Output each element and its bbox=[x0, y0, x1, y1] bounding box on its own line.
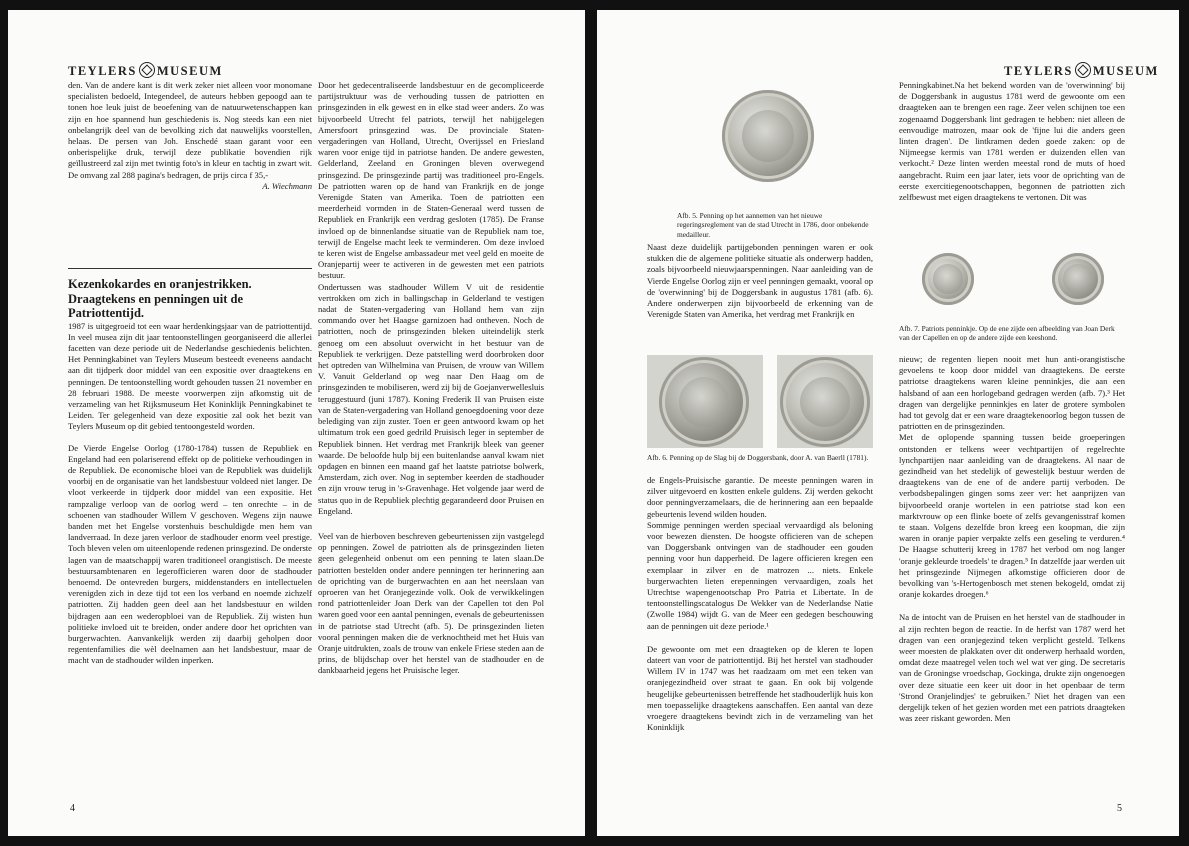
medal-doggersbank-back-photo bbox=[777, 355, 873, 448]
masthead-right bbox=[1004, 62, 1159, 79]
page-number-left: 4 bbox=[70, 803, 75, 814]
medal-utrecht-image bbox=[722, 90, 814, 182]
medal-keeshond-image bbox=[1052, 253, 1104, 305]
review-paragraph: den. Van de andere kant is dit werk zeker niet alleen voor monomane specialisten bedoeld, Integendeel, de auteurs hebben gepoogd aan te tonen hoe leuk juist de beoefening van de natuurwetenschappen kan zijn en hoe spannend hun geschiedenis is. Nog steeds kan een niet onbelangrijk deel van de bevolking zich dat nauwelijks voorstellen, helaas. De persen van Joh. Enschedé staan garant voor een onberispelijke druk, terwijl deze publikatie bovendien rijk geïllustreerd zal zijn met twintig foto's in kleur en tachtig in zwart wit. De omvang zal 288 pagina's bedragen, de prijs circa f 35,- bbox=[68, 80, 312, 180]
medal-doggersbank-front-photo bbox=[647, 355, 763, 448]
page-number-right: 5 bbox=[1117, 803, 1122, 814]
teylers-logo-icon bbox=[139, 62, 155, 78]
article-paragraph: Ondertussen was stadhouder Willem V uit de residentie vertrokken om zich in ballingschap in Gelderland te vestigen nadat de Staten-vergadering van Holland hem van zijn commando over het Haagse garnizoen had ontheven. Noch de patriotten, noch de prinsgezinden bleken uiteindelijk sterk genoeg om een absoluut overwicht in het bestuur van de Republiek te verkrijgen. Deze patstelling werd doorbroken door het optreden van Wilhelmina van Pruisen, de vrouw van Willem V. Vanuit Gelderland op weg naar Den Haag om de prinsgezinden te mobiliseren, werd zij bij de Goejanverwellesluis teruggestuurd (juni 1787). Koning Frederik II van Pruisen eiste van de Staten-vergadering van Holland genoegdoening voor deze belediging van zijn zuster. Toen er geen antwoord kwam op het ultimatum trok een goed gedrild Pruisisch leger in september de Republiek binnen. Het verdrag met Frankrijk bleek van geener waarde. De beloofde hulp bij een buitenlandse aanval kwam niet opdagen en binnen een maand gaf het laatste patriotse bolwerk, Amsterdam, zich over. Nog in september keerden de stadhouder en zijn vrouw terug in 's-Gravenhage. Het volgende jaar werd de status quo in de Republiek plechtig gegarandeerd door Pruisen en Engeland. bbox=[318, 281, 544, 516]
left-page bbox=[8, 10, 585, 836]
masthead-left-word1: TEYLERS bbox=[68, 64, 137, 78]
right-col1-b bbox=[647, 475, 873, 733]
article-paragraph: de Engels-Pruisische garantie. De meeste penningen waren in zilver uitgevoerd en kostten enkele guldens. Zij werden gekocht door penningverzamelaars, die de herinnering aan een bepaalde gebeurtenis levend wilden houden. bbox=[647, 475, 873, 519]
right-col1-a bbox=[647, 242, 873, 320]
medal-capellen-image bbox=[922, 253, 974, 305]
teylers-logo-icon bbox=[1075, 62, 1091, 78]
article-paragraph: 1987 is uitgegroeid tot een waar herdenkingsjaar van de patriottentijd. In veel musea zijn dit jaar tentoonstellingen georganiseerd die allerlei facetten van deze periode uit de Nederlandse geschiedenis belichten. Het Penningkabinet van Teylers Museum besteedt eveneens aandacht aan dit tijdperk door middel van een expositie over draagtekens en penningen. De tentoonstelling wordt gehouden tussen 21 november en 28 februari 1988. De meeste voorwerpen zijn afkomstig uit de verzameling van het Rijksmuseum Het Koninklijk Penningkabinet te Leiden. Ter gelegenheid van deze expositie zal ook het bezit van Teylers Museum op dit gebied tentoongesteld worden. bbox=[68, 320, 312, 432]
masthead-left-word2: MUSEUM bbox=[156, 64, 223, 78]
medal-back-image bbox=[780, 357, 870, 447]
left-col1-body bbox=[68, 277, 312, 667]
masthead-right-word2: MUSEUM bbox=[1092, 64, 1159, 78]
right-page bbox=[597, 10, 1179, 836]
article-paragraph: De gewoonte om met een draagteken op de kleren te lopen dateert van voor de patriottentijd. Bij het herstel van stadhouder Willem IV in 1747 was het raadzaam om met een teken van oranjegezindheid over straat te gaan. En ook bij volgende heugelijke gebeurtenissen betreffende het stadhouderlijk huis kon men toepasselijke draagtekens aanschaffen. Een aantal van deze vroegere draagtekens bevindt zich in de verzameling van het Koninklijk bbox=[647, 643, 873, 733]
article-paragraph: Sommige penningen werden speciaal vervaardigd als beloning voor bewezen diensten. De hoogste officieren van de schepen van Doggersbank ontvingen van de stadhouder een gouden penning voor hun dapperheid. De lagere officieren kregen een exemplaar in zilver en de matrozen ... niets. Enkele burgerwachten lieten erepenningen vervaardigen, zoals het Utrechtse wapengenootschap Pro Patria et Libertate. In de tentoonstellingscatalogus De Wekker van de Nederlandse Natie (Zwolle 1984) wijdt G. van de Meer een gedegen beschouwing aan de penningen uit deze periode.¹ bbox=[647, 519, 873, 631]
left-col2 bbox=[318, 80, 544, 677]
review-signature: A. Wiechmann bbox=[262, 180, 312, 191]
figure-5-caption: Afb. 5. Penning op het aannemen van het nieuwe regeringsreglement van de stad Utrecht in 1786, door onbekende medailleur. bbox=[677, 211, 869, 239]
article-paragraph: De Vierde Engelse Oorlog (1780-1784) tussen de Republiek en Engeland had een polariserend effekt op de politieke verhoudingen in de Republiek. De economische bloei van de Republiek was duidelijk voorbij en de organisatie van het landsbestuur voldeed niet langer. De vloot verkeerde in tijdperk door middel van een expositie. Het rampzalige verloop van de oorlog werd – ten onrechte – in de schoenen van stadhouder Willem V geschoven. Wegens zijn nauwe banden met het Engelse vorstenhuis beschuldigde men hem van landverraad. In deze jaren verloor de stadhouder enorm veel prestige. Toch bleven velen om uiteenlopende redenen prinsgezind. De onderste lagen van de maatschappij waren traditioneel orangistisch. De meeste bestuursambtenaren en legerofficieren waren door de stadhouder benoemd. De ontevreden burgers, middenstanders en intellectuelen verenigden zich in deze tijd tot een los verband en noemde zichzelf patriotten. Zij hadden geen deel aan het landsbestuur en wilden bijdragen aan een wederopbloei van de Republiek. Zij wisten hun politieke invloed uit te breiden, onder andere door het oprichten van burgerwachten. Aanvankelijk werden zij daarbij geholpen door regentenfamilies die wèl deelnamen aan het landsbestuur, maar de macht van de stadhouder wilden inperken. bbox=[68, 442, 312, 666]
masthead-left bbox=[68, 62, 223, 79]
article-paragraph: Veel van de hierboven beschreven gebeurtenissen zijn vastgelegd op penningen. Zowel de patriotten als de prinsgezinden lieten geen gelegenheid onbenut om een penning te laten slaan.De patriotten bestelden onder andere penningen ter herinnering aan de oprichting van de burgerwachten en aan het neerslaan van oproeren van het Oranjegezinde volk. Ook de verwikkelingen rond patriottenleider Joan Derk van der Capellen tot den Pol waren goed voor een aantal penningen, evenals de gebeurtenissen in de patriotse stad Utrecht (afb. 5). De prinsgezinden lieten vooral penningen maken die de verknochtheid met het Huis van Oranje uitdrukten, zoals de trouw van enkele Friese steden aan de prins, de blijdschap over het herstel van de stadhouder en de dankbaarheid jegens het Pruisische leger. bbox=[318, 530, 544, 676]
article-divider bbox=[68, 268, 312, 269]
right-col2-b bbox=[899, 354, 1125, 725]
article-paragraph: Met de oplopende spanning tussen beide groeperingen ontstonden er telkens weer vechtpartijen of regelrechte lynchpartijen naar aanleiding van de draagtekens. Al naar de gezindheid van het stedelijk of gewestelijk bestuur werden de draagtekens van de ene of de andere partij verboden. De verbodsbepalingen gingen soms zeer ver: het aanprijzen van bijvoorbeeld oranje wortelen in een patriotse stad kon een marktvrouw op een flinke boete of zelfs gevangenisstraf komen te staan. Volgens dezelfde bron kreeg een koopman, die zijn waren in oranje papier verpakte zelfs een geseling te verduren.⁴ De Haagse schutterij kreeg in 1787 het verbod om nog langer 'oranje gekleurde troedels' te dragen.⁵ In datzelfde jaar werden uit het prinsgezinde Nijmegen afkomstige officieren door de bevolking van 's-Hertogenbosch met stenen bekogeld, omdat zij oranje kokardes droegen.⁶ bbox=[899, 432, 1125, 600]
right-col2-a bbox=[899, 80, 1125, 203]
article-paragraph: Penningkabinet.Na het bekend worden van de 'overwinning' bij de Doggersbank in augustus 1781 werd de gewoonte om een draagteken aan te brengen een rage. Zeer velen schijnen toe een zogenaamd Doggersbank lint gedragen te hebben: niet alleen de eenvoudige matrozen, maar ook de 'fijne lui die anders geen linten dragen'. De lintkramen deden goede zaken: op de Nijmeegse kermis van 1781 werden er duizenden ellen van verkocht.² Deze linten werden meestal rond de muts of hoed aangebracht. Ruim een jaar later, iets voor de oprichting van de eerste exercitiegenootschappen, begonnen de patriotten zich zelfbewust met eigen draagtekens te vertonen. Dit was bbox=[899, 80, 1125, 203]
figure-6-caption: Afb. 6. Penning op de Slag bij de Doggersbank, door A. van Baerll (1781). bbox=[647, 453, 869, 462]
article-headline: Kezenkokardes en oranjestrikken. Draagtekens en penningen uit de Patriottentijd. bbox=[68, 277, 252, 320]
figure-7-caption: Afb. 7. Patriots penninkje. Op de ene zijde een afbeelding van Joan Derk van der Capellen en op de andere zijde een keeshond. bbox=[899, 324, 1115, 343]
article-paragraph: nieuw; de regenten liepen nooit met hun anti-orangistische gevoelens te koop door middel van draagtekens. De eerste patriotse draagtekens waren kleine penninkjes, die aan een halsband of aan een horlogeband gedragen werden (afb. 7).³ Het dragen van dergelijke penninkjes en later de grotere symbolen had tot gevolg dat er een ware draagtekenoorlog begon tussen de patriotten en de prinsgezinden. bbox=[899, 354, 1125, 432]
left-col1-top bbox=[68, 80, 312, 192]
medal-front-image bbox=[659, 357, 749, 447]
masthead-right-word1: TEYLERS bbox=[1004, 64, 1073, 78]
article-paragraph: Naast deze duidelijk partijgebonden penningen waren er ook stukken die de algemene politieke situatie als onderwerp hadden, zoals bijvoorbeeld nieuwjaarspenningen. Naar aanleiding van de Vierde Engelse Oorlog zijn er veel penningen gemaakt, vooral op de 'overwinning' bij de Doggersbank in augustus 1781 (afb. 6). Andere onderwerpen zijn bijvoorbeeld de erkenning van de Verenigde Staten van Amerika, het verdrag met Frankrijk en bbox=[647, 242, 873, 320]
article-paragraph: Na de intocht van de Pruisen en het herstel van de stadhouder in al zijn rechten begon de reactie. In de herfst van 1787 werd het dragen van een oranjegezind teken verplicht gesteld. Telkens weer moesten de plakkaten over dit onderwerp herhaald worden, omdat deze maatregel velen toch wel wat ver ging. De secretaris van de Groningse vroedschap, Gockinga, drukte zijn ongenoegen over deze situatie een keer uit door in het openbaar de term 'Strond Oranjelindjes' te gebruiken.⁷ Niet het dragen van een dergelijk teken of het gezien worden met een patriots draagteken was zeer riskant geworden. Men bbox=[899, 612, 1125, 724]
article-paragraph: Door het gedecentraliseerde landsbestuur en de gecompliceerde partijstruktuur was de verhouding tussen de patriotten en prinsgezinden in elk gewest en in elke stad weer anders. Zo was bijvoorbeeld Utrecht fel patriots, terwijl het nabijgelegen Amersfoort prinsgezind was. De provinciale Staten-vergaderingen van Holland, Utrecht, Overijssel en Friesland waren voor enige tijd in patriotse handen. De andere gewesten, Gelderland, Zeeland en Groningen bleven overwegend prinsgezind. De prinsgezinde partij was traditioneel pro-Engels. De patriotten waren op de hand van Frankrijk en de jonge Verenigde Staten van Amerika. Toen de patriotten een meerderheid vormden in de Staten-Generaal werd tussen de Republiek en Frankrijk een verdrag gesloten (1785). De Franse invloed op de binnenlandse situatie van de Republiek nam toe, terwijl de Engelse macht leek te verminderen. Om deze invloed te keren wist de Engelse ambassadeur met veel geld en moeite de Oranjepartij weer te activeren in de gewesten met een patriots bestuur. bbox=[318, 80, 544, 281]
